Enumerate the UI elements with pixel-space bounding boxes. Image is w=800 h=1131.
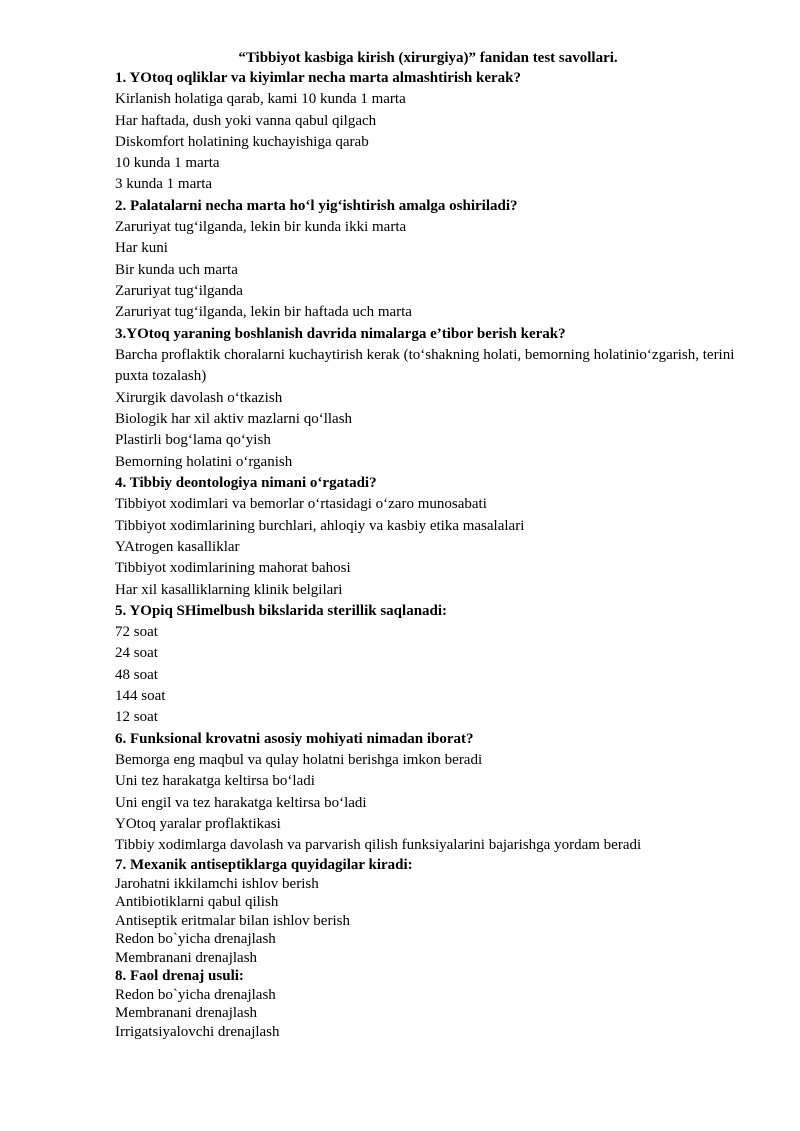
question-block (115, 196, 755, 324)
answer-option: Tibbiyot xodimlarining burchlari, ahloqiy va kasbiy etika masalalari (115, 517, 525, 534)
question-text: 3.YOtoq yaraning boshlanish davrida nimalarga e’tibor berish kerak? (115, 325, 566, 342)
question-group-tight (115, 856, 755, 1041)
answer-option: Plastirli bog‘lama qo‘yish (115, 432, 271, 449)
question-block (115, 729, 755, 857)
answer-option: Har kuni (115, 240, 168, 257)
answer-option: 48 soat (115, 666, 158, 683)
answer-option: Barcha proflaktik choralarni kuchaytirish kerak (to‘shakning holati, bemorning holatinio‘zgarish, terini puxta tozalash) (115, 346, 735, 385)
answer-option: Zaruriyat tug‘ilganda, lekin bir haftada uch marta (115, 304, 412, 321)
answer-option: Redon bo`yicha drenajlash (115, 931, 276, 948)
answer-option: Bemorga eng maqbul va qulay holatni berishga imkon beradi (115, 751, 483, 768)
question-text: 1. YOtoq oqliklar va kiyimlar necha marta almashtirish kerak? (115, 70, 521, 86)
question-block (115, 473, 755, 601)
answer-option: 10 kunda 1 marta (115, 155, 220, 172)
answer-option: Antiseptik eritmalar bilan ishlov berish (115, 912, 350, 929)
document-body (115, 68, 755, 1041)
answer-option: Zaruriyat tug‘ilganda, lekin bir kunda ikki marta (115, 219, 407, 236)
answer-option: Membranani drenajlash (115, 1005, 258, 1022)
question-block (115, 601, 755, 729)
answer-option: Redon bo`yicha drenajlash (115, 986, 276, 1003)
answer-option: Bir kunda uch marta (115, 261, 238, 278)
question-text: 8. Faol drenaj usuli: (115, 968, 244, 985)
answer-option: Xirurgik davolash o‘tkazish (115, 389, 283, 406)
answer-option: Zaruriyat tug‘ilganda (115, 282, 243, 299)
answer-option: Diskomfort holatining kuchayishiga qarab (115, 133, 369, 150)
answer-option: 3 kunda 1 marta (115, 176, 213, 193)
answer-option: Biologik har xil aktiv mazlarni qo‘llash (115, 411, 353, 428)
question-block (115, 856, 755, 967)
question-text: 7. Mexanik antiseptiklarga quyidagilar kiradi: (115, 857, 413, 874)
answer-option: Membranani drenajlash (115, 949, 258, 966)
answer-option: 12 soat (115, 709, 158, 726)
answer-option: Irrigatsiyalovchi drenajlash (115, 1023, 280, 1040)
answer-option: Antibiotiklarni qabul qilish (115, 894, 279, 911)
answer-option: Jarohatni ikkilamchi ishlov berish (115, 875, 319, 892)
question-text: 5. YOpiq SHimelbush bikslarida sterillik saqlanadi: (115, 602, 448, 619)
answer-option: 144 soat (115, 688, 166, 705)
answer-option: 24 soat (115, 645, 158, 662)
answer-option: Har xil kasalliklarning klinik belgilari (115, 581, 343, 598)
answer-option: 72 soat (115, 624, 158, 641)
question-block (115, 324, 755, 473)
answer-option: YOtoq yaralar proflaktikasi (115, 815, 281, 832)
answer-option: YAtrogen kasalliklar (115, 538, 240, 555)
answer-option: Har haftada, dush yoki vanna qabul qilgach (115, 112, 377, 129)
question-text: 2. Palatalarni necha marta ho‘l yig‘ishtirish amalga oshiriladi? (115, 197, 518, 214)
answer-option: Kirlanish holatiga qarab, kami 10 kunda 1 marta (115, 91, 406, 108)
answer-option: Tibbiyot xodimlari va bemorlar o‘rtasidagi o‘zaro munosabati (115, 496, 487, 513)
answer-option: Uni tez harakatga keltirsa bo‘ladi (115, 773, 315, 790)
question-text: 4. Tibbiy deontologiya nimani o‘rgatadi? (115, 475, 377, 492)
document-title: “Tibbiyot kasbiga kirish (xirurgiya)” fanidan test savollari. (238, 50, 618, 66)
answer-option: Uni engil va tez harakatga keltirsa bo‘ladi (115, 794, 367, 811)
question-block (115, 68, 755, 196)
question-text: 6. Funksional krovatni asosiy mohiyati nimadan iborat? (115, 730, 474, 747)
answer-option: Bemorning holatini o‘rganish (115, 453, 293, 470)
question-block (115, 967, 755, 1041)
answer-option: Tibbiyot xodimlarining mahorat bahosi (115, 560, 351, 577)
answer-option: Tibbiy xodimlarga davolash va parvarish qilish funksiyalarini bajarishga yordam beradi (115, 837, 642, 854)
